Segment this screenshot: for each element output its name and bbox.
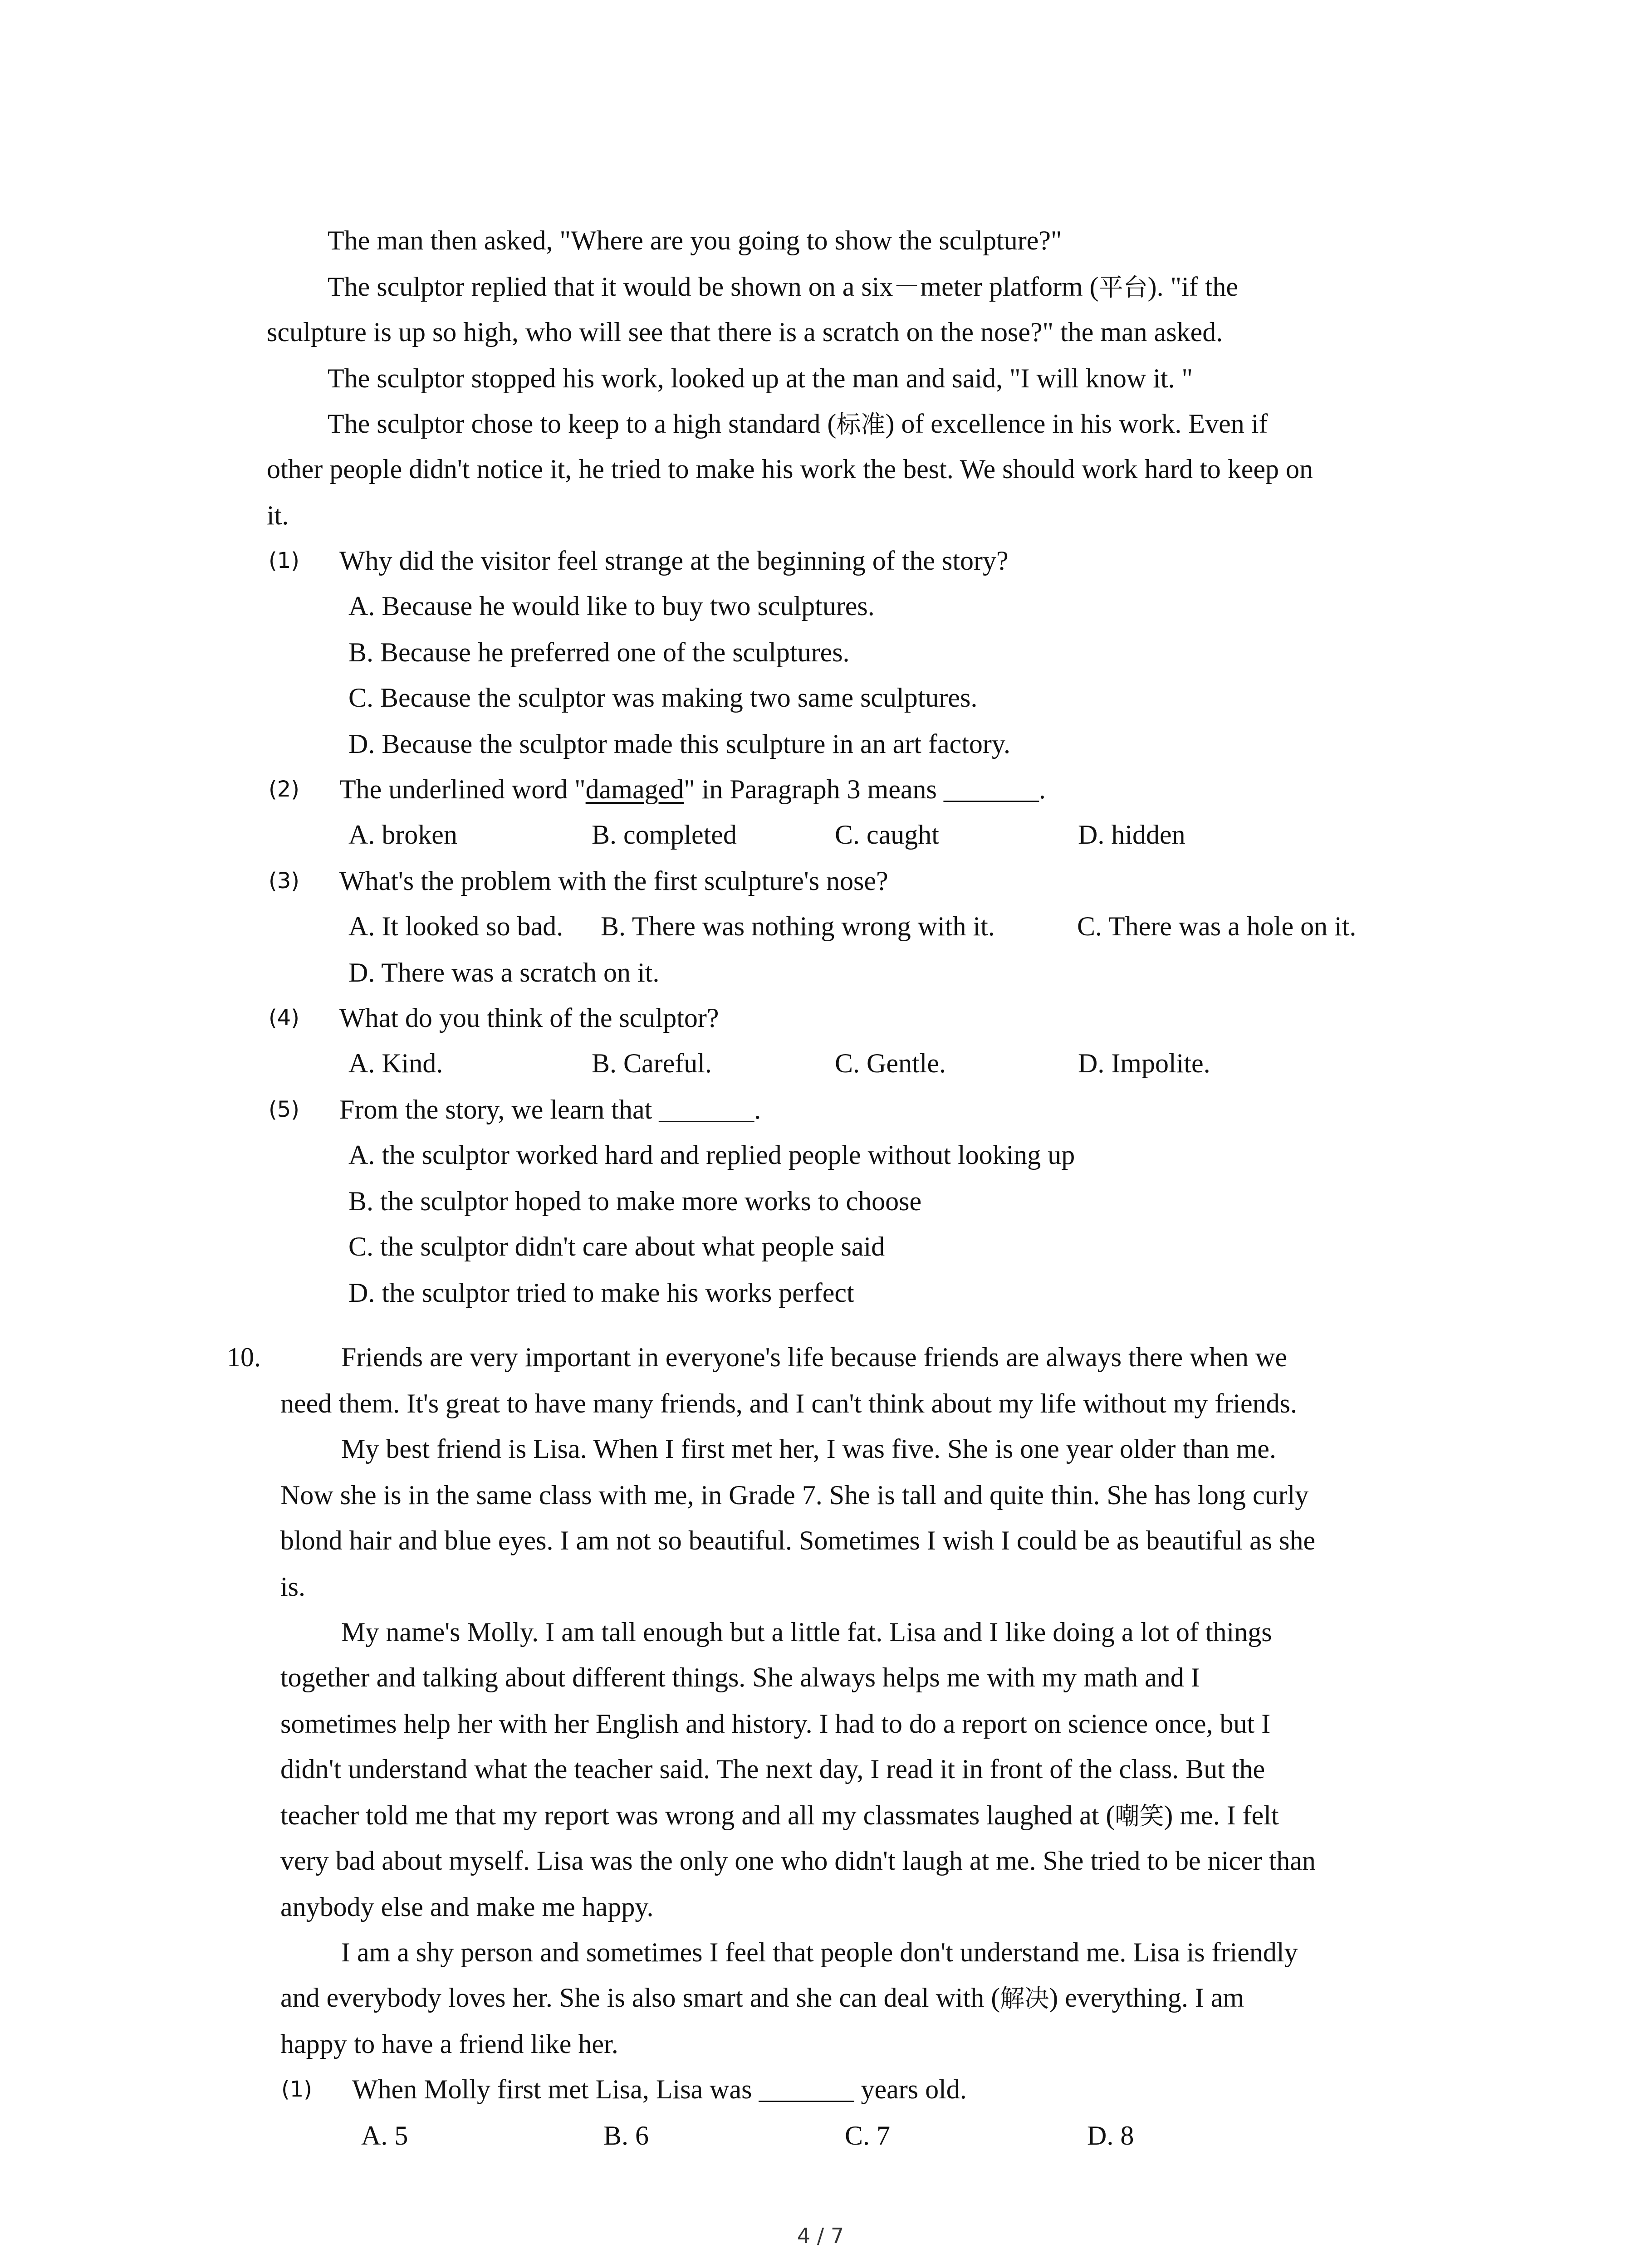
option-a: A. It looked so bad. <box>348 911 563 941</box>
question-stem: From the story, we learn that _______. <box>339 1095 761 1124</box>
passage-line <box>280 1979 1244 2018</box>
passage-line: other people didn't notice it, he tried to make his work the best. We should work hard to keep on <box>267 454 1313 484</box>
option-a: A. broken <box>348 820 457 850</box>
text-run: The sculptor replied that it would be shown on a six－meter platform ( <box>328 272 1099 302</box>
passage-line: happy to have a friend like her. <box>280 2029 618 2059</box>
text-run: ). "if the <box>1147 272 1239 302</box>
option-a: A. Kind. <box>348 1048 443 1078</box>
option-b: B. the sculptor hoped to make more works to choose <box>348 1186 922 1216</box>
passage-line: need them. It's great to have many friends, and I can't think about my life without my friends. <box>280 1388 1298 1418</box>
passage-paragraph <box>328 405 1268 444</box>
option-d: D. Because the sculptor made this sculpture in an art factory. <box>348 729 1010 759</box>
passage-paragraph <box>328 268 1238 307</box>
question-stem: Why did the visitor feel strange at the beginning of the story? <box>339 546 1009 576</box>
option-c: C. Because the sculptor was making two same sculptures. <box>348 683 978 713</box>
text-run: The sculptor chose to keep to a high standard ( <box>328 409 837 439</box>
question-stem: When Molly first met Lisa, Lisa was _______ years old. <box>352 2074 967 2104</box>
question-number: (5) <box>269 1097 299 1122</box>
option-c: C. Gentle. <box>835 1048 946 1078</box>
option-c: C. There was a hole on it. <box>1077 911 1357 941</box>
passage-paragraph: The sculptor stopped his work, looked up at the man and said, "I will know it. " <box>328 363 1193 393</box>
passage-paragraph: My best friend is Lisa. When I first met her, I was five. She is one year older than me. <box>341 1434 1276 1464</box>
option-b: B. There was nothing wrong with it. <box>601 911 995 941</box>
question-stem: What's the problem with the first sculpture's nose? <box>339 866 888 896</box>
chinese-gloss: 解决 <box>1000 1984 1049 2013</box>
option-d: D. There was a scratch on it. <box>348 958 660 987</box>
text-run: and everybody loves her. She is also smart and she can deal with ( <box>280 1983 1000 2013</box>
question-number: (3) <box>269 868 299 894</box>
passage-line: sculpture is up so high, who will see that there is a scratch on the nose?" the man asked. <box>267 317 1223 347</box>
option-b: B. completed <box>592 820 737 850</box>
option-c: C. the sculptor didn't care about what people said <box>348 1232 885 1261</box>
chinese-gloss: 平台 <box>1098 273 1148 302</box>
question-stem <box>339 770 1046 808</box>
passage-line: Now she is in the same class with me, in Grade 7. She is tall and quite thin. She has long curly <box>280 1480 1309 1510</box>
option-a: A. the sculptor worked hard and replied people without looking up <box>348 1140 1075 1170</box>
passage-line: very bad about myself. Lisa was the only one who didn't laugh at me. She tried to be nicer than <box>280 1846 1316 1876</box>
passage-line: together and talking about different things. She always helps me with my math and I <box>280 1662 1200 1692</box>
option-c: C. caught <box>835 820 939 850</box>
passage-line <box>280 1796 1279 1835</box>
underlined-word: damaged <box>585 774 684 804</box>
option-a: A. 5 <box>361 2121 408 2151</box>
question-stem: What do you think of the sculptor? <box>339 1003 719 1033</box>
option-d: D. the sculptor tried to make his works perfect <box>348 1278 854 1308</box>
question-number: (4) <box>269 1005 299 1031</box>
text-run: ) of excellence in his work. Even if <box>885 409 1268 439</box>
option-d: D. 8 <box>1087 2121 1134 2151</box>
option-d: D. Impolite. <box>1078 1048 1210 1078</box>
passage-paragraph: Friends are very important in everyone's life because friends are always there when we <box>341 1342 1287 1372</box>
passage-line: sometimes help her with her English and history. I had to do a report on science once, but I <box>280 1709 1271 1739</box>
option-b: B. Careful. <box>592 1048 712 1078</box>
question-number: (1) <box>281 2077 312 2102</box>
chinese-gloss: 嘲笑 <box>1115 1802 1164 1830</box>
question-number: 10. <box>227 1342 261 1372</box>
passage-line: anybody else and make me happy. <box>280 1892 654 1922</box>
text-run: ) everything. I am <box>1049 1983 1244 2013</box>
passage-line: it. <box>267 500 289 530</box>
passage-line: didn't understand what the teacher said. The next day, I read it in front of the class. But the <box>280 1754 1265 1784</box>
option-b: B. 6 <box>603 2121 649 2151</box>
passage-paragraph: The man then asked, "Where are you going to show the sculpture?" <box>328 225 1062 255</box>
option-a: A. Because he would like to buy two sculptures. <box>348 591 875 621</box>
option-c: C. 7 <box>845 2121 891 2151</box>
text-run: teacher told me that my report was wrong and all my classmates laughed at ( <box>280 1800 1115 1830</box>
passage-paragraph: I am a shy person and sometimes I feel that people don't understand me. Lisa is friendly <box>341 1937 1298 1967</box>
page-number: 4 / 7 <box>797 2224 844 2248</box>
passage-line: blond hair and blue eyes. I am not so beautiful. Sometimes I wish I could be as beautiful as she <box>280 1525 1316 1555</box>
option-b: B. Because he preferred one of the sculptures. <box>348 637 850 667</box>
passage-paragraph: My name's Molly. I am tall enough but a little fat. Lisa and I like doing a lot of things <box>341 1617 1272 1647</box>
passage-line: is. <box>280 1572 306 1602</box>
text-run: ) me. I felt <box>1164 1800 1279 1830</box>
text-run: The underlined word " <box>339 774 586 804</box>
question-number: (2) <box>269 777 299 802</box>
text-run: " in Paragraph 3 means _______. <box>684 774 1046 804</box>
chinese-gloss: 标准 <box>836 410 886 439</box>
option-d: D. hidden <box>1078 820 1185 850</box>
question-number: (1) <box>269 548 299 573</box>
